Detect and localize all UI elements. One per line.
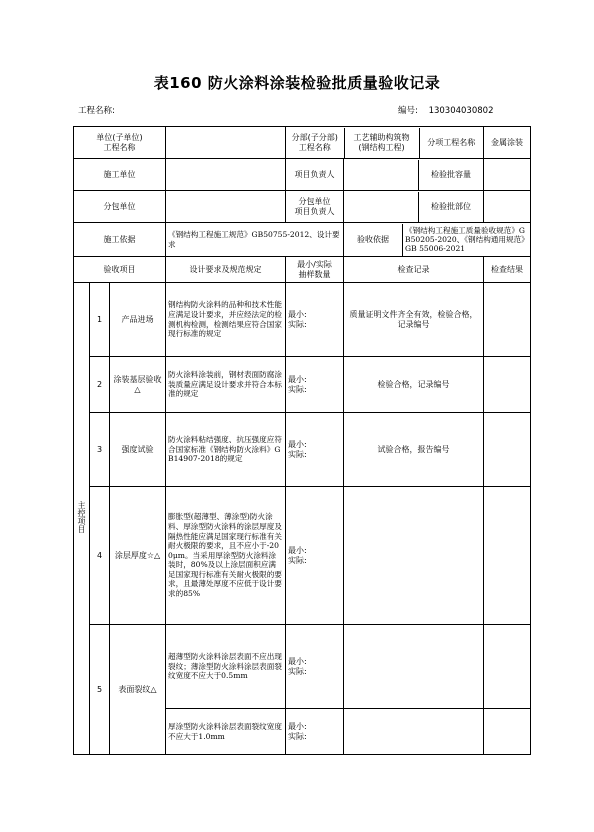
item-record: 质量证明文件齐全有效，检验合格，记录编号 [344,283,484,357]
item-requirement: 超薄型防火涂料涂层表面不应出现裂纹；薄涂型防火涂料涂层表面裂纹宽度不应大于0.5mm [166,625,286,709]
table-row [74,283,531,357]
item-name: 产品进场 [110,283,166,357]
subcontractor-label: 分包单位 [74,191,166,223]
sub-pm-value[interactable] [344,192,419,222]
min-label: 最小: [288,721,307,731]
item-no: 3 [90,413,110,487]
pm-split-cell [344,159,484,191]
item-name: 强度试验 [110,413,166,487]
actual-label: 实际: [288,449,307,459]
project-name-label: 工程名称: [78,106,115,116]
col-item: 验收项目 [74,257,166,283]
pm-value[interactable] [344,160,419,190]
item-name: 表面裂纹△ [110,625,166,755]
acceptance-label: 验收依据 [344,224,403,256]
min-label: 最小: [288,439,307,449]
unit-value[interactable] [166,127,286,159]
item-record: 试验合格，报告编号 [344,413,484,487]
item-result[interactable] [484,625,531,709]
table-row [74,487,531,625]
capacity-label: 检验批容量 [431,169,472,179]
actual-label: 实际: [288,731,307,741]
col-requirement: 设计要求及规范规定 [166,257,286,283]
info-row-unit [74,127,531,159]
page-title: 表160 防火涂料涂装检验批质量验收记录 [153,74,441,92]
item-sampling[interactable] [286,283,344,357]
item-record: 检验合格，记录编号 [344,357,484,413]
item-requirement: 防火涂料粘结强度、抗压强度应符合国家标准《钢结构防火涂料》GB14907-2018的规定 [166,413,286,487]
acceptance-value: 《钢结构工程施工质量验收规范》GB50205-2020、《钢结构通用规范》GB 55006-2021 [405,226,525,253]
item-sampling[interactable] [286,487,344,625]
sub-split-cell [344,127,484,159]
constructor-value[interactable] [166,159,286,191]
basis-value: 《钢结构工程施工规范》GB50755-2012、设计要求 [166,223,344,257]
item-result[interactable] [484,283,531,357]
min-label: 最小: [288,374,307,384]
group-cell [74,283,90,755]
location-label: 检验批部位 [431,201,472,211]
table-row [74,625,531,709]
item-no: 2 [90,357,110,413]
item-result[interactable] [484,357,531,413]
form-number [398,104,493,116]
item-requirement: 膨胀型(超薄型、薄涂型)防火涂料、厚涂型防火涂料的涂层厚度及隔热性能应满足国家现行标准有关耐火极限的要求，且不应小于-200μm。当采用厚涂型防火涂料涂装时，80%及以上涂层面积应满足国家现行标准有关耐火极限的要求，且最薄处厚度不应低于设计要求的85% [166,487,286,625]
item-name: 涂装基层验收△ [110,357,166,413]
item-record[interactable] [344,487,484,625]
info-row-constructor [74,159,531,191]
group-label: 主控项目 [77,501,86,533]
sub-value: 工艺辅助构筑物 (钢结构工程) [344,128,420,158]
item-requirement-2: 厚涂型防火涂料涂层表面裂纹宽度不应大于1.0mm [166,709,286,755]
item-result[interactable] [484,709,531,755]
item-value: 金属涂装 [484,127,531,159]
item-result[interactable] [484,487,531,625]
table-row [74,357,531,413]
table-row [74,413,531,487]
actual-label: 实际: [288,319,307,329]
item-requirement: 钢结构防火涂料的品种和技术性能应满足设计要求，并应经法定的检测机构检测，检测结果应符合国家现行标准的规定 [166,283,286,357]
item-no: 4 [90,487,110,625]
number-value: 130304030802 [428,106,494,116]
column-header-row [74,257,531,283]
info-row-basis [74,223,531,257]
actual-label: 实际: [288,555,307,565]
subcontractor-value[interactable] [166,191,286,223]
location-value[interactable] [484,191,531,223]
actual-label: 实际: [288,666,307,676]
item-sampling[interactable] [286,625,344,709]
sub-pm-label: 分包单位 项目负责人 [286,191,344,223]
item-sampling[interactable] [286,413,344,487]
item-record[interactable] [344,709,484,755]
col-record: 检查记录 [344,257,484,283]
item-no: 1 [90,283,110,357]
item-record[interactable] [344,625,484,709]
actual-label: 实际: [288,384,307,394]
unit-label: 单位(子单位) 工程名称 [74,127,166,159]
capacity-value[interactable] [484,159,531,191]
constructor-label: 施工单位 [74,159,166,191]
number-label: 编号: [398,106,418,116]
item-sampling[interactable] [286,357,344,413]
col-result: 检查结果 [484,257,531,283]
sub-label: 分部(子分部) 工程名称 [286,127,344,159]
min-label: 最小: [288,309,307,319]
item-requirement: 防火涂料涂装前，钢材表面防腐涂装质量应满足设计要求并符合本标准的规定 [166,357,286,413]
acceptance-split-cell [344,223,531,257]
col-sampling: 最小/实际 抽样数量 [286,257,344,283]
info-row-subcontractor [74,191,531,223]
min-label: 最小: [288,656,307,666]
item-no: 5 [90,625,110,755]
inspection-form-table [73,126,531,755]
item-sampling[interactable] [286,709,344,755]
item-name: 涂层厚度☆△ [110,487,166,625]
pm-label: 项目负责人 [286,159,344,191]
item-result[interactable] [484,413,531,487]
sub-pm-split-cell [344,191,484,223]
min-label: 最小: [288,545,307,555]
item-label: 分项工程名称 [427,137,476,147]
basis-label: 施工依据 [74,223,166,257]
